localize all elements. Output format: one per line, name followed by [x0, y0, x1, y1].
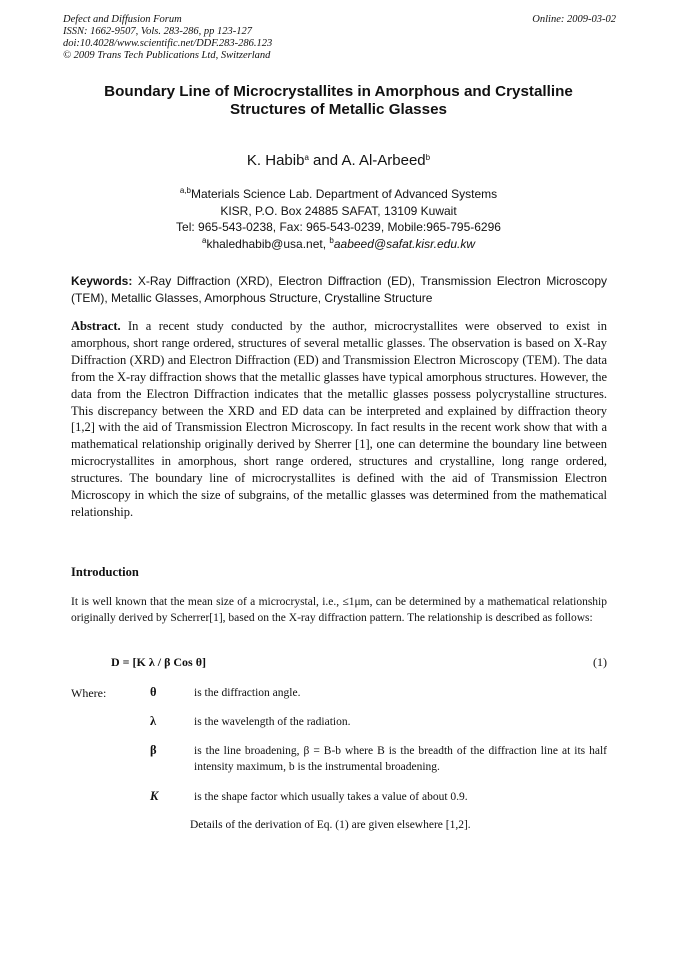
abstract-label: Abstract.	[71, 319, 121, 333]
abstract-text: In a recent study conducted by the author, microcrystallites were observed to exist in amorphous, short range ordered, structures of several metallic glasses. The observation is based on X-Ray Diffraction (XRD) and Electron Diffraction (ED) and Transmission Electron Microscopy (TEM). The data from the X-ray diffraction shows that the metallic glasses have typical amorphous structures. However, the data from the Electron Diffraction indicates that the metallic glasses possess polycrystalline structures. This discrepancy between the XRD and ED data can be interpreted and explained by diffraction theory [1,2] with the aid of Transmission Electron Microscopy. In fact results in the recent work show that with a mathematical relationship originally derived by Sherrer [1], one can determine the boundary line between microcrystallites in amorphous, short range ordered, structures and crystalline, long range ordered, structures. The boundary line of microcrystallites is defined with the aid of Transmission Electron Microscopy in which the size of subgrains, of the metallic glasses was determined from the mathematical relationship.	[71, 319, 607, 519]
author-list	[70, 152, 607, 170]
author-conjunction: and	[308, 152, 342, 169]
equation-number: (1)	[593, 655, 607, 669]
email-b: aabeed@safat.kisr.edu.kw	[333, 236, 475, 251]
equation: D = [K λ / β Cos θ]	[111, 655, 206, 669]
definition-k: is the shape factor which usually takes a value of about 0.9.	[194, 791, 468, 803]
title-line-2: Structures of Metallic Glasses	[230, 101, 447, 118]
paper-title	[70, 83, 607, 119]
affiliation-block	[70, 186, 607, 252]
keywords-paragraph	[71, 273, 607, 307]
where-label: Where:	[71, 686, 107, 700]
journal-name: Defect and Diffusion Forum	[63, 14, 182, 25]
author-2-sup: b	[425, 153, 431, 162]
journal-header	[63, 14, 616, 62]
affiliation-sup: a,b	[179, 186, 191, 195]
introduction-paragraph: It is well known that the mean size of a microcrystal, i.e., ≤1μm, can be determined by a mathematical relationship originally derived by Scherrer[1], based on the X-ray diffraction pattern. The relationship is described as follows:	[71, 596, 607, 624]
affiliation-line-3: Tel: 965-543-0238, Fax: 965-543-0239, Mobile:965-795-6296	[176, 220, 501, 234]
symbol-beta: β	[150, 743, 157, 757]
symbol-k: K	[150, 789, 159, 803]
online-date: Online: 2009-03-02	[532, 14, 616, 25]
author-2: A. Al-Arbeed	[341, 152, 426, 169]
author-1-sup: a	[304, 153, 309, 162]
email-line: $^a$khaledhabib@usa.net, $^b$aabeed@safat.kisr.edu.kw	[202, 235, 475, 251]
copyright-line: © 2009 Trans Tech Publications Ltd, Switzerland	[63, 50, 271, 61]
keywords-text: X-Ray Diffraction (XRD), Electron Diffraction (ED), Transmission Electron Microscopy (TEM), Metallic Glasses, Amorphous Structure, Crystalline Structure	[71, 274, 607, 305]
keywords-label: Keywords:	[71, 274, 133, 288]
abstract-paragraph	[71, 318, 607, 521]
definition-lambda: is the wavelength of the radiation.	[194, 716, 351, 728]
definition-beta: is the line broadening, β = B-b where B is the breadth of the diffraction line at its half intensity maximum, b is the instrumental broadening.	[194, 745, 607, 773]
symbol-theta: θ	[150, 685, 157, 699]
issn-line: ISSN: 1662-9507, Vols. 283-286, pp 123-127	[63, 26, 252, 37]
introduction-heading: Introduction	[71, 565, 139, 579]
doi-line: doi:10.4028/www.scientific.net/DDF.283-286.123	[63, 38, 273, 49]
email-a: khaledhabib@usa.net,	[206, 236, 330, 251]
author-1: K. Habib	[246, 152, 305, 169]
symbol-lambda: λ	[150, 714, 157, 728]
derivation-note: Details of the derivation of Eq. (1) are given elsewhere [1,2].	[190, 819, 471, 831]
affiliation-line-1: $^{a,b}$Materials Science Lab. Department of Advanced Systems	[179, 186, 498, 201]
affiliation-line-2: KISR, P.O. Box 24885 SAFAT, 13109 Kuwait	[220, 203, 457, 218]
definition-theta: is the diffraction angle.	[194, 687, 301, 699]
title-line-1: Boundary Line of Microcrystallites in Amorphous and Crystalline	[104, 83, 573, 100]
